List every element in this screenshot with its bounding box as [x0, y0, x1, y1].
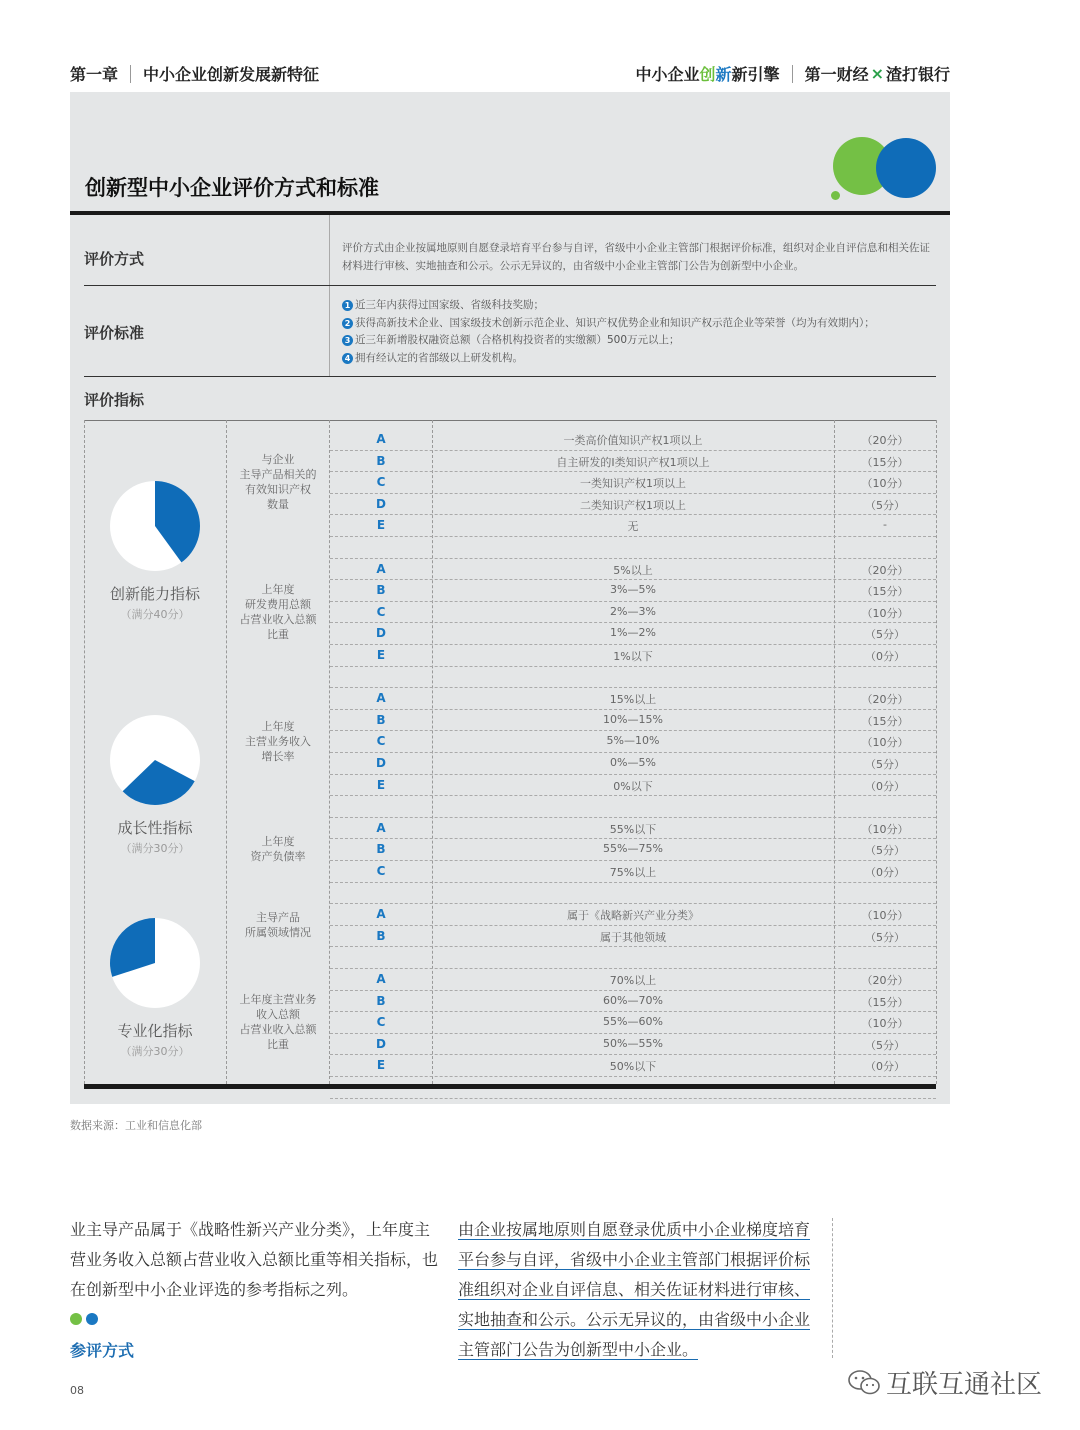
grade-score: （5分）: [865, 930, 905, 944]
number-badge-icon: 3: [342, 335, 353, 346]
column-divider: [936, 420, 937, 1084]
standard-label: 评价标准: [84, 324, 145, 342]
grade-letter: D: [376, 1036, 386, 1051]
grade-criterion: 1%—2%: [610, 626, 656, 640]
standard-item: [342, 315, 940, 333]
row-divider: [330, 644, 936, 645]
standard-text: 近三年新增股权融资总额（合格机构投资者的实缴额）500万元以上；: [355, 334, 680, 346]
column-divider: [226, 420, 227, 1084]
grade-score: （20分）: [861, 434, 909, 447]
row-divider: [330, 579, 936, 580]
grade-criterion: 1%以下: [613, 650, 653, 663]
table-bottom-rule: [84, 1084, 936, 1089]
method-text: 评价方式由企业按属地原则自愿登录培育平台参与自评，省级中小企业主管部门根据评价标准，组织对企业自评信息和相关佐证材料进行审核、实地抽查和公示。公示无异议的，由省级中小企业主管部门公告为创新型中小企业。: [342, 242, 930, 272]
row-divider: [330, 687, 936, 688]
grade-score: （10分）: [861, 606, 909, 620]
series-header: [636, 62, 951, 85]
grade-letter: A: [376, 820, 386, 835]
grade-score: （5分）: [865, 628, 905, 642]
divider: [329, 215, 330, 285]
chapter-header: [70, 62, 319, 85]
grade-criterion: 0%以下: [613, 779, 653, 793]
watermark-text: 互联互通社区: [886, 1370, 1043, 1400]
grade-letter: B: [376, 928, 386, 943]
row-rule: [84, 376, 936, 377]
standards-list: [342, 297, 940, 367]
grade-score: （10分）: [861, 822, 909, 836]
series-title-a: 中小企业: [635, 65, 700, 84]
grade-criterion: 属于其他领域: [600, 930, 666, 944]
standard-item: [342, 350, 940, 368]
grade-criterion: 5%以上: [613, 563, 653, 577]
partner-x: ×: [870, 64, 884, 83]
row-divider: [330, 860, 936, 861]
indicator-sub-label: 上年度 主营业务收入 增长率: [245, 719, 311, 763]
grade-score: （5分）: [865, 844, 905, 858]
row-divider: [330, 558, 936, 559]
standard-text: 近三年内获得过国家级、省级科技奖励；: [355, 299, 544, 311]
grade-score: （20分）: [861, 563, 909, 577]
page-number: 08: [70, 1384, 84, 1397]
grade-score: （15分）: [861, 995, 909, 1009]
grade-letter: A: [376, 907, 386, 922]
watermark: [848, 1364, 1042, 1401]
grade-letter: A: [376, 432, 386, 446]
grade-score: （0分）: [865, 866, 905, 879]
number-badge-icon: 1: [342, 300, 353, 311]
grade-criterion: 70%以上: [609, 974, 657, 987]
category-name: 专业化指标: [117, 1022, 193, 1040]
grade-criterion: 50%—55%: [603, 1036, 663, 1050]
green-dot-icon: [70, 1313, 82, 1325]
series-title-c: 新: [715, 65, 732, 84]
grade-score: （20分）: [861, 693, 909, 707]
grade-score: （15分）: [861, 585, 909, 599]
grade-letter: D: [376, 496, 386, 511]
row-divider: [330, 1033, 936, 1034]
grade-score: （15分）: [861, 455, 909, 469]
chapter-number: 第一章: [70, 65, 119, 84]
grade-criterion: 0%—5%: [610, 756, 656, 769]
grade-score: （15分）: [861, 714, 909, 728]
row-divider: [330, 882, 936, 883]
row-divider: [330, 968, 936, 969]
row-divider: [330, 752, 936, 753]
indicator-sub-label: 上年度主营业务 收入总额 占营业收入总额 比重: [239, 993, 317, 1051]
section-subhead: 参评方式: [70, 1341, 135, 1360]
grade-criterion: 一类高价值知识产权1项以上: [563, 434, 703, 447]
grade-score: （10分）: [861, 1017, 909, 1031]
body-paragraph-right: [458, 1215, 824, 1365]
grade-score: （5分）: [865, 498, 905, 512]
grade-letter: C: [376, 864, 386, 878]
row-divider: [330, 946, 936, 947]
grade-letter: E: [376, 518, 386, 533]
grade-score: （10分）: [861, 736, 909, 750]
category-name: 创新能力指标: [109, 585, 200, 603]
data-source: 数据来源：工业和信息化部: [70, 1119, 202, 1132]
grade-criterion: 自主研发的Ⅰ类知识产权1项以上: [556, 455, 710, 469]
number-badge-icon: 4: [342, 353, 353, 364]
divider: [130, 65, 131, 83]
grade-criterion: 50%以下: [609, 1060, 657, 1074]
grade-criterion: 15%以上: [609, 693, 657, 707]
category-pie-chart: [107, 712, 203, 808]
grade-score: -: [883, 518, 887, 532]
row-divider: [330, 903, 936, 904]
partner-b: 渣打银行: [885, 65, 950, 84]
indicator-sub-label: 上年度 研发费用总额 占营业收入总额 比重: [239, 582, 317, 641]
row-divider: [330, 774, 936, 775]
grade-criterion: 10%—15%: [603, 712, 663, 726]
column-divider: [84, 420, 85, 1084]
category-max-score: （满分30分）: [120, 1045, 190, 1058]
row-divider: [330, 817, 936, 818]
grade-letter: D: [376, 626, 386, 641]
grade-score: （20分）: [861, 974, 909, 987]
divider: [792, 65, 793, 83]
row-divider: [330, 471, 936, 472]
partner-a: 第一财经: [804, 65, 869, 84]
grade-letter: B: [376, 583, 386, 598]
grade-score: （0分）: [865, 1060, 905, 1074]
row-divider: [330, 838, 936, 839]
series-title-d: 新引擎: [731, 65, 780, 84]
row-divider: [330, 622, 936, 623]
grade-criterion: 2%—3%: [610, 604, 656, 618]
grade-letter: B: [376, 453, 386, 468]
grade-criterion: 55%—75%: [603, 842, 663, 856]
standard-item: [342, 297, 940, 315]
grade-letter: B: [376, 712, 386, 727]
grade-criterion: 60%—70%: [603, 993, 663, 1007]
grade-score: （5分）: [865, 1038, 905, 1052]
title-rule: [70, 211, 950, 215]
body-right-text: 由企业按属地原则自愿登录优质中小企业梯度培育平台参与自评，省级中小企业主管部门根据评价标准组织对企业自评信息、相关佐证材料进行审核、实地抽查和公示。公示无异议的，由省级中小企业主管部门公告为创新型中小企业。: [458, 1220, 811, 1359]
section-dots: [70, 1313, 98, 1325]
grade-criterion: 5%—10%: [606, 734, 660, 748]
row-divider: [330, 1076, 936, 1077]
category-max-score: （满分40分）: [120, 608, 190, 621]
grade-letter: C: [376, 475, 386, 490]
row-divider: [330, 1054, 936, 1055]
grade-letter: A: [376, 972, 386, 986]
grade-criterion: 属于《战略新兴产业分类》: [567, 909, 699, 923]
grade-letter: C: [376, 1015, 386, 1030]
divider: [832, 1218, 833, 1358]
grade-criterion: 55%—60%: [603, 1015, 663, 1029]
blue-circle-logo: [876, 138, 936, 198]
standard-text: 拥有经认定的省部级以上研发机构。: [355, 351, 523, 364]
grade-criterion: 3%—5%: [610, 583, 656, 597]
method-label: 评价方式: [84, 250, 145, 268]
blue-dot-icon: [86, 1313, 98, 1325]
category-pie-chart: [107, 915, 203, 1011]
row-divider: [330, 666, 936, 667]
grade-letter: A: [376, 691, 386, 706]
body-paragraph-left: 业主导产品属于《战略性新兴产业分类》，上年度主营业务收入总额占营业收入总额比重等相关指标，也在创新型中小企业评选的参考指标之列。: [70, 1220, 439, 1299]
standard-item: [342, 332, 940, 350]
grade-letter: E: [376, 1058, 386, 1073]
indicator-label: 评价指标: [84, 391, 145, 409]
grade-letter: B: [376, 993, 386, 1008]
series-title-b: 创: [699, 65, 716, 84]
grade-score: （10分）: [861, 477, 909, 491]
panel-title: 创新型中小企业评价方式和标准: [85, 176, 379, 200]
row-divider: [330, 1011, 936, 1012]
category-name: 成长性指标: [117, 819, 193, 837]
row-divider: [330, 450, 936, 451]
grade-letter: A: [376, 561, 386, 576]
indicator-sub-label: 上年度 资产负债率: [250, 835, 306, 864]
grade-criterion: 一类知识产权1项以上: [580, 477, 686, 491]
row-divider: [330, 709, 936, 710]
green-dot-logo: [831, 191, 840, 200]
row-divider: [330, 795, 936, 796]
category-pie-chart: [107, 478, 203, 574]
grade-score: （10分）: [861, 909, 909, 923]
grade-criterion: 二类知识产权1项以上: [580, 498, 686, 512]
row-divider: [330, 493, 936, 494]
row-divider: [330, 925, 936, 926]
grade-criterion: 55%以下: [609, 822, 657, 836]
row-divider: [330, 514, 936, 515]
grade-score: （0分）: [865, 779, 905, 793]
row-rule: [84, 285, 936, 286]
grade-score: （0分）: [865, 650, 905, 663]
grade-criterion: 75%以上: [609, 866, 657, 879]
row-divider: [330, 730, 936, 731]
wechat-icon: [848, 1370, 880, 1396]
category-max-score: （满分30分）: [120, 842, 190, 855]
indicator-sub-label: 主导产品 所属领域情况: [245, 910, 311, 939]
chapter-title: 中小企业创新发展新特征: [143, 65, 320, 84]
grade-criterion: 无: [627, 520, 639, 534]
indicator-sub-label: 与企业 主导产品相关的 有效知识产权 数量: [239, 453, 317, 511]
grade-letter: C: [376, 734, 386, 749]
grade-letter: B: [376, 842, 386, 857]
grade-letter: D: [376, 756, 386, 770]
grade-score: （5分）: [865, 758, 905, 771]
standard-text: 获得高新技术企业、国家级技术创新示范企业、知识产权优势企业和知识产权示范企业等荣誉（均为有效期内）；: [355, 316, 875, 329]
grade-letter: E: [376, 777, 386, 792]
grade-letter: E: [376, 648, 386, 662]
row-divider: [330, 601, 936, 602]
divider: [329, 286, 330, 376]
row-divider: [330, 536, 936, 537]
grade-letter: C: [376, 604, 386, 619]
row-divider: [330, 1098, 936, 1099]
row-divider: [330, 990, 936, 991]
number-badge-icon: 2: [342, 318, 353, 329]
